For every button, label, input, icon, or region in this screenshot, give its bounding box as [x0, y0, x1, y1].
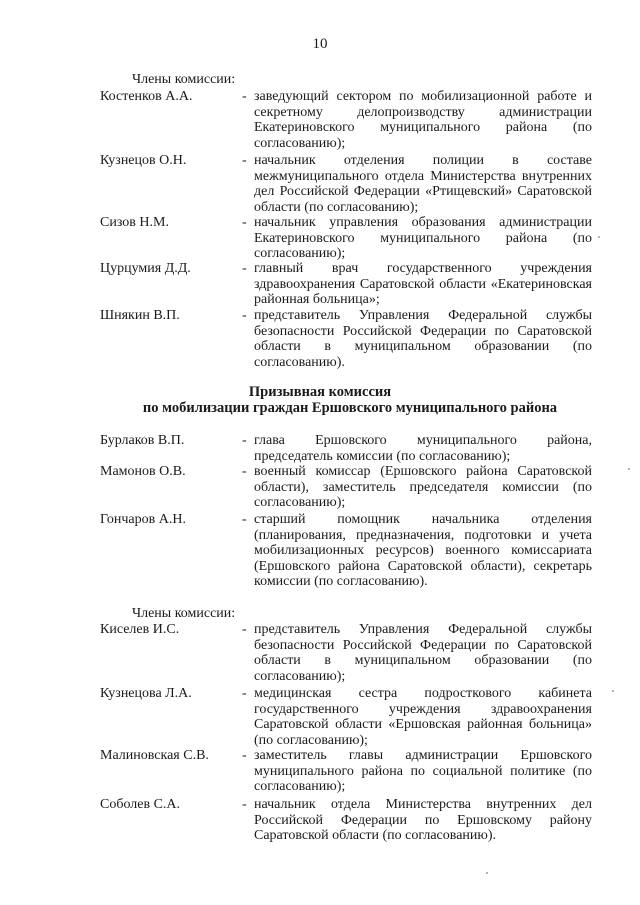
leader-entry: [100, 433, 592, 464]
dash: -: [242, 686, 247, 701]
member-description: заведующий сектором по мобилизационной работе и секретному делопроизводству администрации Екатериновского муниципального района (по согласованию);: [254, 89, 592, 151]
members-label: Члены комиссии:: [132, 606, 236, 621]
dash: -: [242, 622, 247, 637]
dash: -: [242, 748, 247, 763]
leader-entry: [100, 464, 592, 511]
member-name: Костенков А.А.: [100, 89, 193, 104]
member-description: медицинская сестра подросткового кабинета государственного учреждения здравоохранения Саратовской области «Ершовская районная больница» (по согласованию);: [254, 686, 592, 748]
dash: -: [242, 433, 247, 448]
member-name: Сизов Н.М.: [100, 215, 169, 230]
leader-description: старший помощник начальника отделения (планирования, предназначения, подготовки и учета мобилизационных ресурсов) военного комиссариата (Ершовского района Саратовской области), секретарь комиссии (по согласованию).: [254, 512, 592, 589]
scan-speck: [486, 872, 488, 874]
dash: -: [242, 464, 247, 479]
dash: -: [242, 215, 247, 230]
member-entry: [100, 308, 592, 370]
member-entry: [100, 797, 592, 844]
leader-name: Гончаров А.Н.: [100, 512, 186, 527]
member-description: заместитель главы администрации Ершовского муниципального района по социальной политике (по согласованию);: [254, 748, 592, 794]
scan-speck: [628, 468, 630, 470]
member-name: Соболев С.А.: [100, 797, 181, 812]
dash: -: [242, 308, 247, 323]
leader-name: Мамонов О.В.: [100, 464, 186, 479]
dash: -: [242, 797, 247, 812]
member-description: начальник отдела Министерства внутренних дел Российской Федерации по Ершовскому району Саратовской области (по согласованию).: [254, 797, 592, 843]
member-name: Кузнецова Л.А.: [100, 686, 192, 701]
scan-speck: [598, 236, 600, 238]
member-entry: [100, 748, 592, 795]
member-entry: [100, 261, 592, 308]
member-description: представитель Управления Федеральной службы безопасности Российской Федерации по Саратовской области в муниципальном образовании (по согласованию);: [254, 622, 592, 684]
leader-description: военный комиссар (Ершовского района Саратовской области), заместитель председателя комиссии (по согласованию);: [254, 464, 592, 510]
member-name: Малиновская С.В.: [100, 748, 209, 763]
section-title: [0, 384, 640, 416]
member-name: Шнякин В.П.: [100, 308, 180, 323]
member-description: начальник управления образования администрации Екатериновского муниципального района (по согласованию);: [254, 215, 592, 261]
member-name: Киселев И.С.: [100, 622, 180, 637]
member-entry: [100, 686, 592, 748]
leader-entry: [100, 512, 592, 590]
leader-description: глава Ершовского муниципального района, председатель комиссии (по согласованию);: [254, 433, 592, 464]
dash: -: [242, 89, 247, 104]
section-title-line-1: Призывная комиссия: [248, 384, 392, 400]
member-description: главный врач государственного учреждения здравоохранения Саратовской области «Екатериновская районная больница»;: [254, 261, 592, 307]
dash: -: [242, 153, 247, 168]
member-description: начальник отделения полиции в составе межмуниципального отдела Министерства внутренних дел Российской Федерации «Ртищевский» Саратовской области (по согласованию);: [254, 153, 592, 215]
section-title-line-2: по мобилизации граждан Ершовского муниципального района: [142, 400, 558, 416]
member-entry: [100, 89, 592, 151]
member-name: Кузнецов О.Н.: [100, 153, 187, 168]
scan-speck: [612, 690, 614, 692]
member-entry: [100, 215, 592, 262]
member-name: Цурцумия Д.Д.: [100, 261, 191, 276]
dash: -: [242, 261, 247, 276]
members-label: Члены комиссии:: [132, 72, 236, 87]
member-description: представитель Управления Федеральной службы безопасности Российской Федерации по Саратовской области в муниципальном образовании (по согласованию).: [254, 308, 592, 370]
page-number: 10: [312, 36, 328, 52]
leader-name: Бурлаков В.П.: [100, 433, 185, 448]
dash: -: [242, 512, 247, 527]
member-entry: [100, 622, 592, 684]
member-entry: [100, 153, 592, 215]
